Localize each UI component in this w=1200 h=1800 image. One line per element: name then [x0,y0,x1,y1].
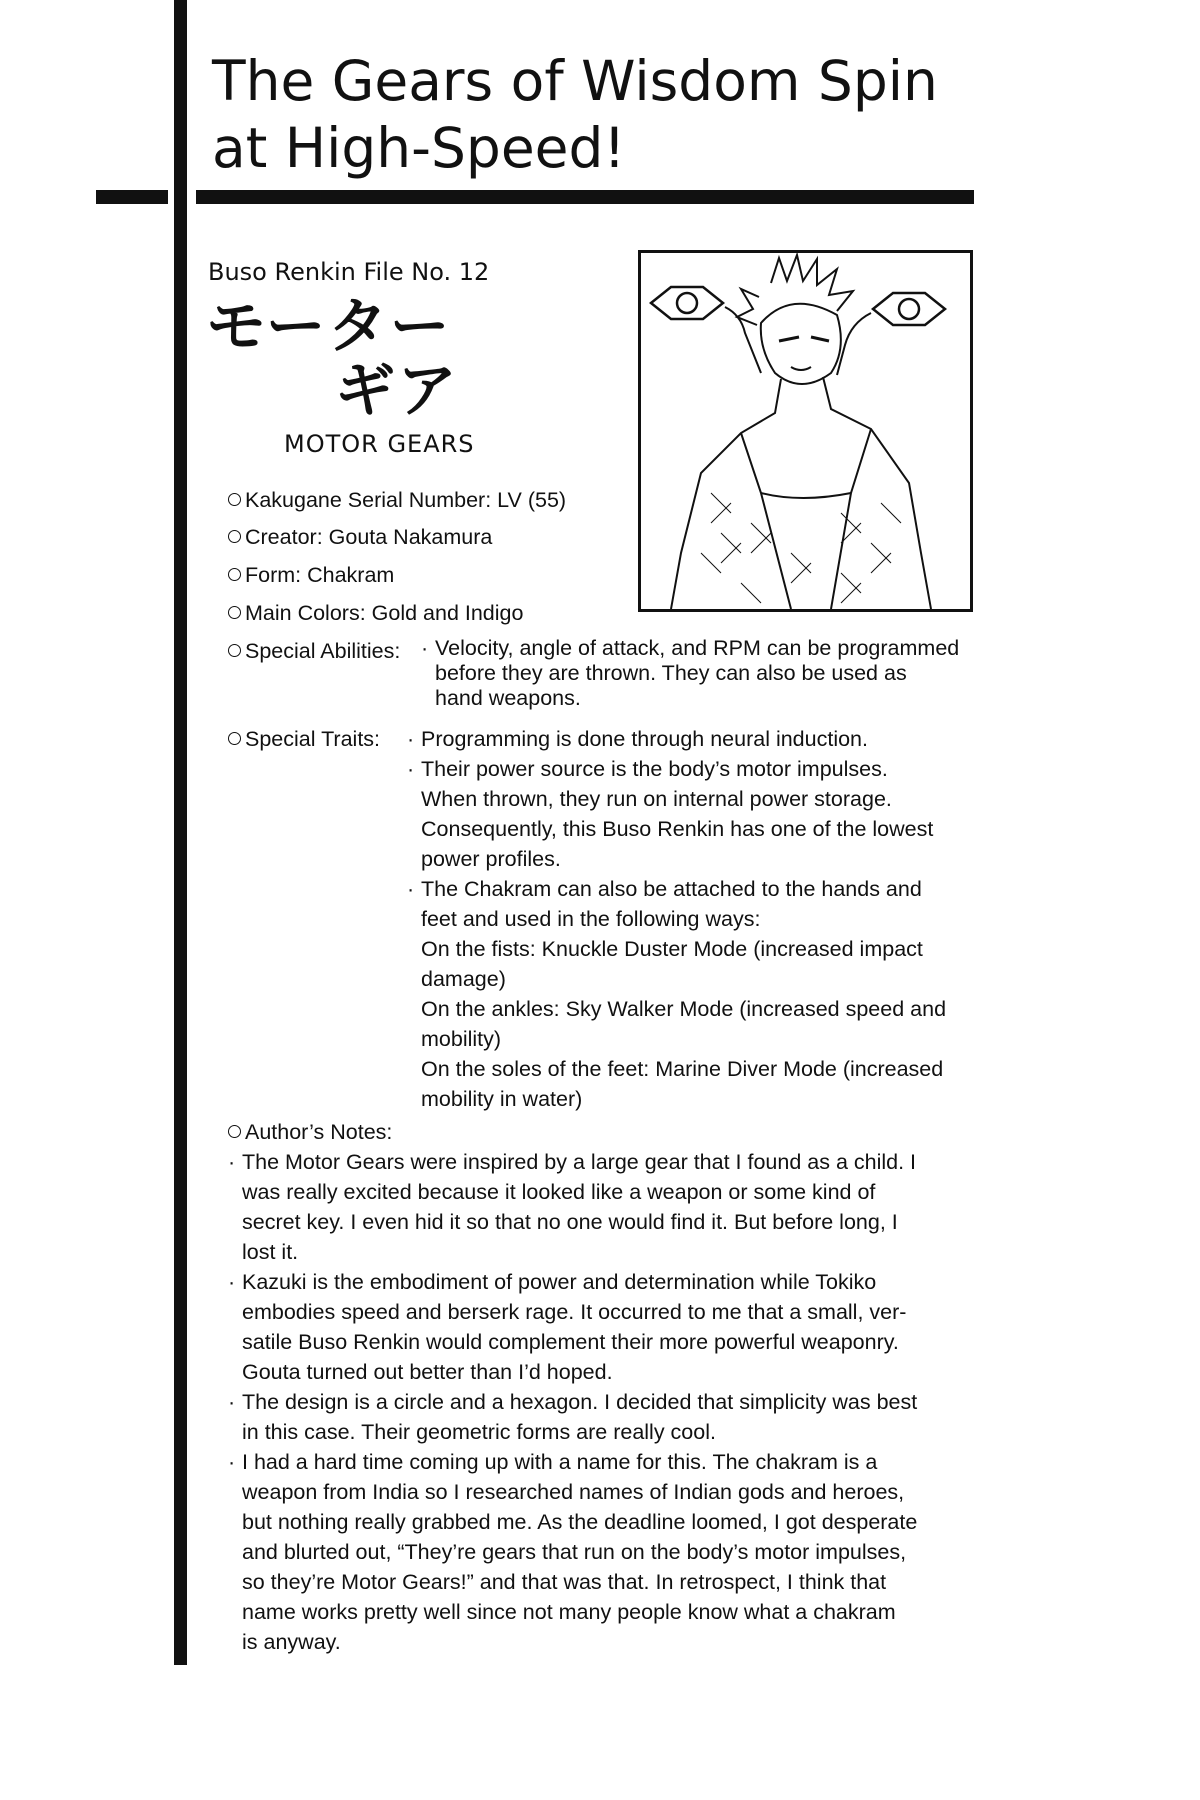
circle-bullet-icon [228,493,241,506]
middle-dot-icon: · [407,877,415,901]
special-abilities-list [421,636,981,711]
middle-dot-icon: · [228,1150,236,1174]
list-item: · The design is a circle and a hexagon. I decided that simplicity was best in this case. Their geometric forms are really cool. [228,1387,978,1447]
title-rule-left [96,190,168,204]
title-rule-right [196,190,974,204]
list-item: · The Motor Gears were inspired by a large gear that I found as a child. I was really excited because it looked like a weapon or some kind of secret key. I even hid it so that no one would find it. But before long, I lost it. [228,1147,978,1267]
special-traits-label: Special Traits: [228,724,380,754]
special-traits-list [407,724,982,1114]
circle-bullet-icon [228,732,241,745]
special-abilities-label: Special Abilities: [228,636,400,666]
middle-dot-icon: · [421,636,429,660]
authors-notes-label: Author’s Notes: [228,1117,392,1147]
list-item: · I had a hard time coming up with a name for this. The chakram is a weapon from India so I researched names of Indian gods and heroes, but nothing really grabbed me. As the deadline loomed, I got desperate and blurted out, “They’re gears that run on the body’s motor impulses, so they’re Motor Gears!” and that was that. In retrospect, I think that name works pretty well since not many people know what a chakram is anyway. [228,1447,978,1657]
middle-dot-icon: · [407,757,415,781]
file-number-label: Buso Renkin File No. 12 [208,258,490,286]
list-item: · The Chakram can also be attached to the hands and feet and used in the following ways: On the fists: Knuckle Duster Mode (increased impact damage) On the ankles: Sky Walker Mode (increased speed and mobility) On the soles of the feet: Marine Diver Mode (increased mobility in water) [407,874,982,1114]
circle-bullet-icon [228,644,241,657]
middle-dot-icon: · [228,1390,236,1414]
circle-bullet-icon [228,1125,241,1138]
list-item: · Programming is done through neural induction. [407,724,982,754]
fact-serial-number: Kakugane Serial Number: LV (55) [228,485,566,515]
japanese-name-line-1: モーター [206,292,452,362]
character-sketch [641,253,970,609]
english-name: MOTOR GEARS [284,430,475,458]
list-item: · Velocity, angle of attack, and RPM can be programmed before they are thrown. They can also be used as hand weapons. [421,636,960,710]
circle-bullet-icon [228,530,241,543]
fact-form: Form: Chakram [228,560,394,590]
vertical-rule [174,0,187,1665]
japanese-name-line-2: ギア [335,356,459,426]
middle-dot-icon: · [228,1270,236,1294]
middle-dot-icon: · [228,1450,236,1474]
circle-bullet-icon [228,606,241,619]
middle-dot-icon: · [407,727,415,751]
list-item: · Kazuki is the embodiment of power and determination while Tokiko embodies speed and berserk rage. It occurred to me that a small, ver- satile Buso Renkin would complement their more powerful weaponry. Gouta turned out better than I’d hoped. [228,1267,978,1387]
circle-bullet-icon [228,568,241,581]
character-illustration [638,250,973,612]
list-item: · Their power source is the body’s motor impulses. When thrown, they run on internal power storage. Consequently, this Buso Renkin has one of the lowest power profiles. [407,754,982,874]
page-title-line-1: The Gears of Wisdom Spin [212,49,938,113]
authors-notes-list [228,1147,978,1657]
page-title-line-2: at High-Speed! [212,116,626,180]
fact-creator: Creator: Gouta Nakamura [228,522,492,552]
fact-main-colors: Main Colors: Gold and Indigo [228,598,523,628]
page-title [212,48,972,182]
